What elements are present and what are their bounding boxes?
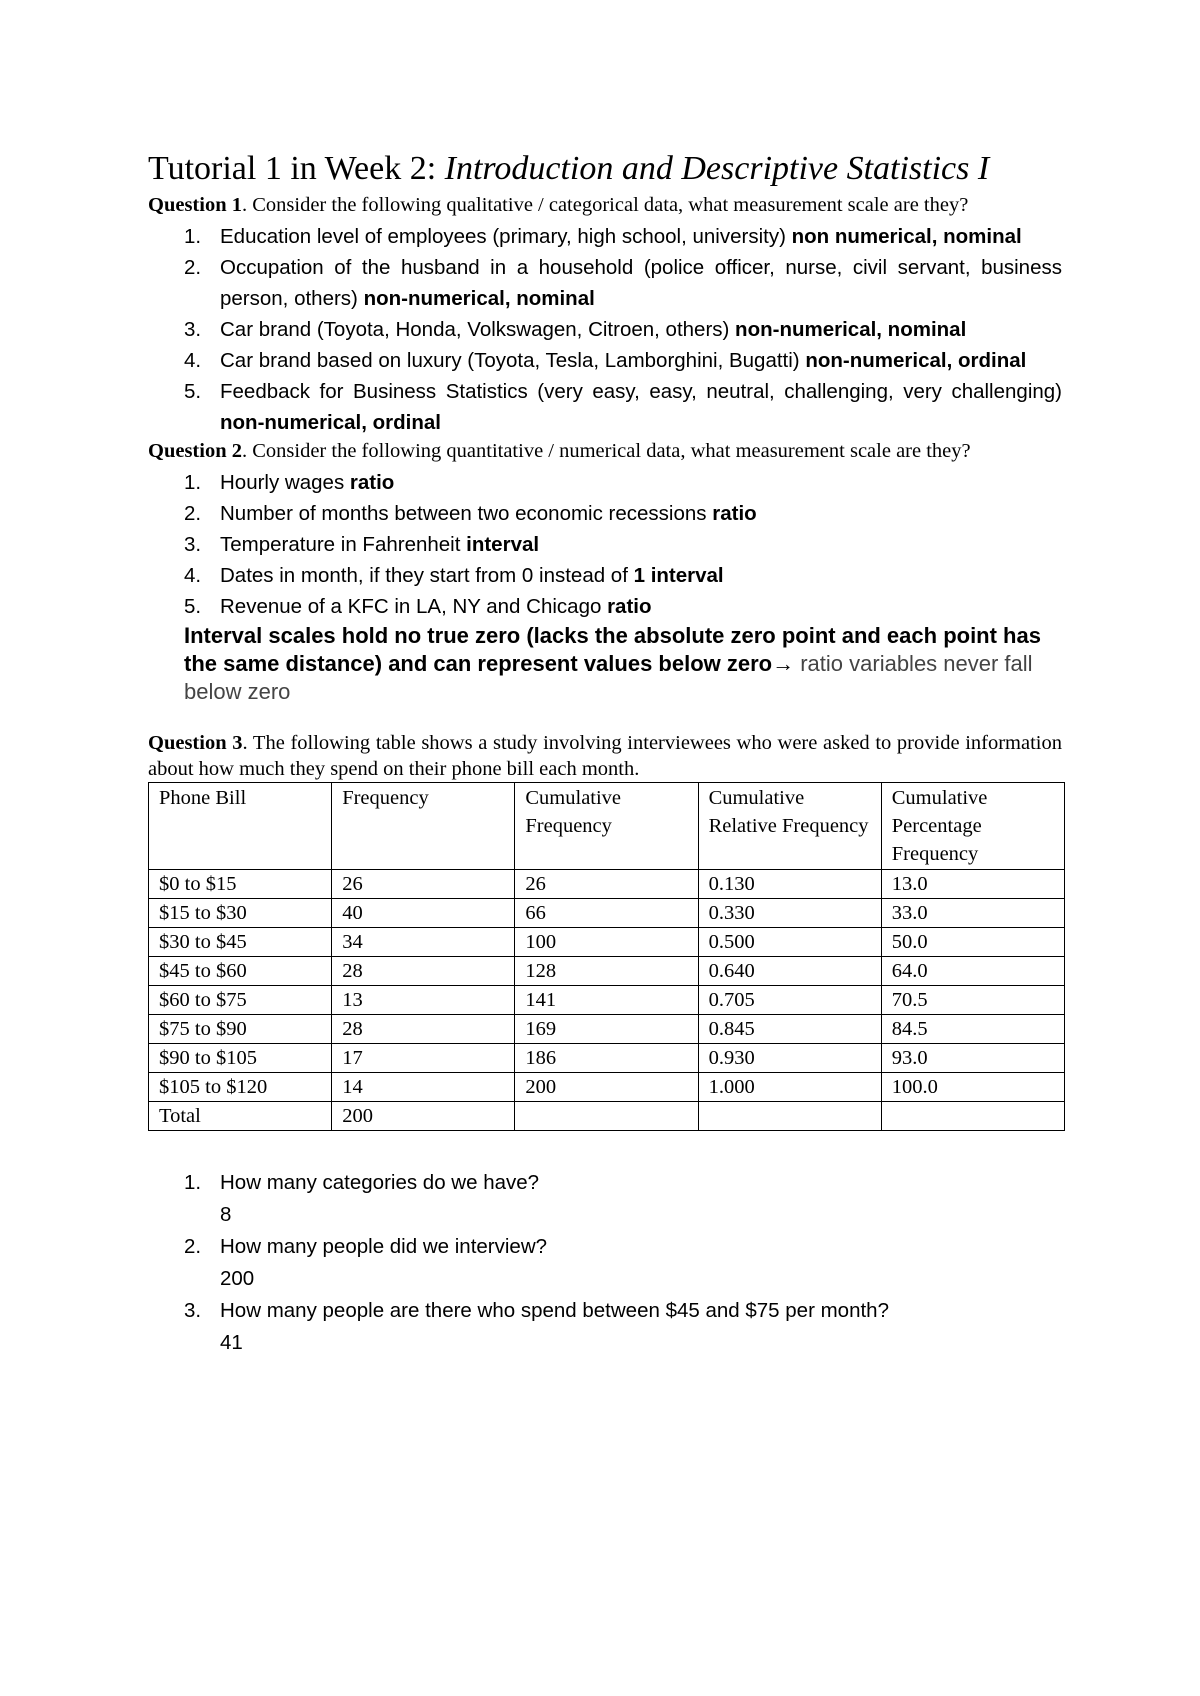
question-2-text: . Consider the following quantitative / numerical data, what measurement scale are they?	[241, 440, 971, 462]
item-number: 2.	[184, 1235, 202, 1258]
table-row	[149, 1073, 1065, 1102]
item-text: Car brand based on luxury (Toyota, Tesla, Lamborghini, Bugatti)	[220, 349, 806, 372]
item-number: 4.	[184, 564, 202, 587]
list-item	[148, 376, 1062, 438]
table-cell: 0.640	[698, 957, 881, 986]
item-text: Revenue of a KFC in LA, NY and Chicago	[220, 595, 608, 618]
table-cell: 93.0	[881, 1044, 1064, 1073]
table-cell: 0.930	[698, 1044, 881, 1073]
list-item	[148, 1295, 1062, 1359]
table-cell: 28	[332, 957, 515, 986]
table-cell: 64.0	[881, 957, 1064, 986]
table-cell: 100.0	[881, 1073, 1064, 1102]
question-2-prompt	[148, 438, 1062, 464]
item-question: How many people did we interview?	[220, 1235, 548, 1258]
item-answer: non-numerical, ordinal	[805, 349, 1027, 372]
question-3-list	[148, 1167, 1062, 1359]
item-question: How many people are there who spend between $45 and $75 per month?	[220, 1299, 889, 1322]
list-item	[148, 345, 1062, 376]
table-cell: 13	[332, 986, 515, 1015]
question-2-list	[148, 467, 1062, 622]
table-cell: 26	[515, 870, 698, 899]
question-1-list	[148, 221, 1062, 438]
table-row	[149, 1044, 1065, 1073]
list-item	[148, 1167, 1062, 1231]
table-cell: 128	[515, 957, 698, 986]
item-text: Hourly wages	[220, 471, 350, 494]
table-cell: 100	[515, 928, 698, 957]
table-cell: $105 to $120	[149, 1073, 332, 1102]
item-text: Education level of employees (primary, high school, university)	[220, 225, 792, 248]
table-cell	[881, 1102, 1064, 1131]
item-answer: 41	[220, 1331, 243, 1354]
frequency-table	[148, 782, 1065, 1131]
table-total-row	[149, 1102, 1065, 1131]
table-cell: 50.0	[881, 928, 1064, 957]
table-header-cell: Frequency	[332, 783, 515, 870]
item-text: Dates in month, if they start from 0 instead of	[220, 564, 634, 587]
question-3-text: . The following table shows a study involving interviewees who were asked to provide information about how much they spend on their phone bill each month.	[148, 732, 1062, 780]
item-number: 4.	[184, 349, 202, 372]
item-number: 2.	[184, 502, 202, 525]
table-header-row	[149, 783, 1065, 870]
table-cell: 26	[332, 870, 515, 899]
table-cell: $60 to $75	[149, 986, 332, 1015]
table-cell: 0.845	[698, 1015, 881, 1044]
table-cell: 0.500	[698, 928, 881, 957]
question-1-label: Question 1	[148, 194, 242, 216]
table-cell: $75 to $90	[149, 1015, 332, 1044]
item-number: 1.	[184, 225, 202, 248]
question-1-text: . Consider the following qualitative / categorical data, what measurement scale are they?	[241, 194, 969, 216]
table-cell: 1.000	[698, 1073, 881, 1102]
item-number: 5.	[184, 595, 202, 618]
table-cell: 40	[332, 899, 515, 928]
item-answer: interval	[466, 533, 540, 556]
list-item	[148, 529, 1062, 560]
note-rest-text: ratio variables never fall below zero	[184, 651, 1033, 704]
table-header-cell: Cumulative Frequency	[515, 783, 698, 870]
item-answer: non-numerical, ordinal	[220, 411, 441, 434]
table-cell: 0.130	[698, 870, 881, 899]
list-item	[148, 221, 1062, 252]
table-cell: 66	[515, 899, 698, 928]
table-cell: $45 to $60	[149, 957, 332, 986]
table-cell: 0.330	[698, 899, 881, 928]
interval-note	[148, 622, 1062, 706]
item-number: 3.	[184, 318, 202, 341]
table-cell: 169	[515, 1015, 698, 1044]
page-title	[148, 148, 1062, 190]
table-header-cell: Phone Bill	[149, 783, 332, 870]
item-number: 3.	[184, 1299, 202, 1322]
item-question: How many categories do we have?	[220, 1171, 540, 1194]
table-cell	[698, 1102, 881, 1131]
table-header-cell: Cumulative Percentage Frequency	[881, 783, 1064, 870]
table-cell: 14	[332, 1073, 515, 1102]
table-cell: 33.0	[881, 899, 1064, 928]
item-number: 3.	[184, 533, 202, 556]
item-answer: ratio	[607, 595, 652, 618]
table-cell: 0.705	[698, 986, 881, 1015]
item-answer: 1 interval	[633, 564, 724, 587]
table-cell: $15 to $30	[149, 899, 332, 928]
table-row	[149, 870, 1065, 899]
item-answer: 8	[220, 1203, 232, 1226]
item-number: 2.	[184, 256, 202, 279]
list-item	[148, 314, 1062, 345]
table-cell: 186	[515, 1044, 698, 1073]
question-3-prompt	[148, 730, 1062, 782]
question-1-prompt	[148, 192, 1062, 218]
table-row	[149, 1015, 1065, 1044]
table-row	[149, 928, 1065, 957]
item-answer: non-numerical, nominal	[363, 287, 595, 310]
question-2-label: Question 2	[148, 440, 242, 462]
table-row	[149, 986, 1065, 1015]
table-cell: $0 to $15	[149, 870, 332, 899]
item-text: Car brand (Toyota, Honda, Volkswagen, Citroen, others)	[220, 318, 736, 341]
table-cell: Total	[149, 1102, 332, 1131]
table-header-cell: Cumulative Relative Frequency	[698, 783, 881, 870]
list-item	[148, 560, 1062, 591]
item-text: Temperature in Fahrenheit	[220, 533, 467, 556]
table-cell: 200	[332, 1102, 515, 1131]
question-3-label: Question 3	[148, 732, 243, 754]
item-text: Occupation of the husband in a household (police officer, nurse, civil servant, business person, others)	[220, 256, 1062, 310]
item-answer: non numerical, nominal	[791, 225, 1022, 248]
list-item	[148, 252, 1062, 314]
table-row	[149, 957, 1065, 986]
item-text: Number of months between two economic recessions	[220, 502, 713, 525]
item-answer: ratio	[349, 471, 395, 494]
arrow-icon: →	[772, 651, 795, 676]
list-item	[148, 1231, 1062, 1295]
table-cell: $30 to $45	[149, 928, 332, 957]
table-cell: 34	[332, 928, 515, 957]
table-cell: 17	[332, 1044, 515, 1073]
list-item	[148, 467, 1062, 498]
item-answer: 200	[220, 1267, 255, 1290]
title-prefix: Tutorial 1 in Week 2:	[148, 150, 445, 187]
table-cell: 13.0	[881, 870, 1064, 899]
item-number: 1.	[184, 1171, 202, 1194]
table-cell	[515, 1102, 698, 1131]
table-cell: 141	[515, 986, 698, 1015]
title-italic: Introduction and Descriptive Statistics I	[444, 150, 990, 187]
table-cell: 28	[332, 1015, 515, 1044]
table-row	[149, 899, 1065, 928]
table-cell: $90 to $105	[149, 1044, 332, 1073]
item-number: 5.	[184, 380, 202, 403]
item-answer: non-numerical, nominal	[735, 318, 967, 341]
list-item	[148, 591, 1062, 622]
item-text: Feedback for Business Statistics (very easy, easy, neutral, challenging, very challenging)	[220, 380, 1062, 403]
list-item	[148, 498, 1062, 529]
item-answer: ratio	[712, 502, 757, 525]
item-number: 1.	[184, 471, 202, 494]
document-page	[148, 148, 1062, 1359]
table-cell: 70.5	[881, 986, 1064, 1015]
table-cell: 200	[515, 1073, 698, 1102]
table-cell: 84.5	[881, 1015, 1064, 1044]
note-bold-text: Interval scales hold no true zero (lacks the absolute zero point and each point has the same distance) and can represent values below zero	[184, 623, 1041, 676]
